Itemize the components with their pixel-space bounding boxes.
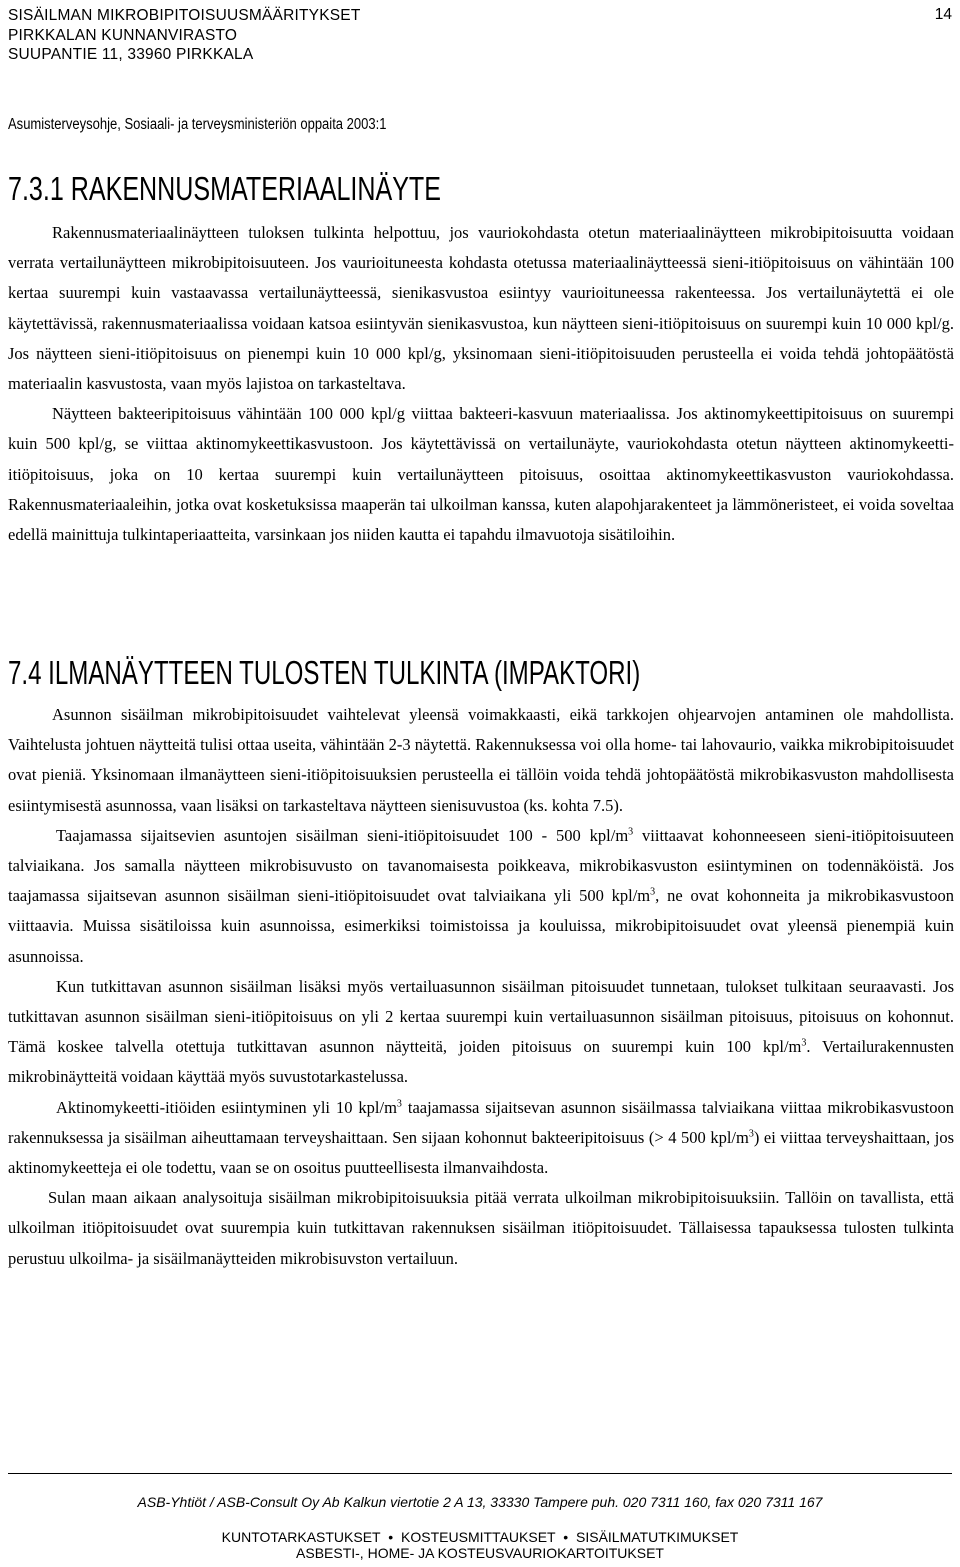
paragraph bbox=[8, 972, 954, 1093]
section-body-74 bbox=[8, 700, 954, 1274]
section-heading-74: 7.4 ILMANÄYTTEEN TULOSTEN TULKINTA (IMPAKTORI) bbox=[8, 654, 641, 691]
footer-services-line bbox=[0, 1529, 960, 1545]
footer-services bbox=[0, 1529, 960, 1561]
paragraph: Rakennusmateriaalinäytteen tuloksen tulkinta helpottuu, jos vauriokohdasta otetun materiaalinäytteen mikrobipitoisuutta voidaan verrata vertailunäytteen mikrobipitoisuuteen. Jos vaurioituneesta kohdasta otetussa materiaalinäytteessä sieni-itiöpitoisuus on vähintään 100 kertaa suurempi kuin vastaavassa vertailunäytteessä, sienikasvustoa esiintyy vaurioituneessa rakenteessa. Jos vertailunäytettä ei ole käytettävissä, rakennusmateriaalissa voidaan katsoa esiintyvän sienikasvustoa, kun näytteen sieni-itiöpitoisuus on suurempi kuin 10 000 kpl/g. Jos näytteen sieni-itiöpitoisuus on pienempi kuin 10 000 kpl/g, yksinomaan sieni-itiöpitoisuuden perusteella ei voida tehdä johtopäätöstä materiaalin kasvustosta, vaan myös lajistoa on tarkasteltava. bbox=[8, 223, 954, 394]
superscript: 3 bbox=[801, 1037, 807, 1049]
header-title: SISÄILMAN MIKROBIPITOISUUSMÄÄRITYKSET bbox=[8, 7, 361, 24]
text-run: Aktinomykeetti-itiöiden esiintyminen yli 10 kpl/m bbox=[56, 1097, 397, 1117]
page-number: 14 bbox=[934, 6, 952, 23]
text-run: taajamassa sijaitsevan asunnon sisäilmassa talviaikana viittaa mikrobikasvustoon rakennuksessa ja sisäilman aiheuttamaan terveyshaittaan. Sen sijaan kohonnut bakteeripitoisuus (> 4 500 kpl/m bbox=[8, 1097, 954, 1147]
paragraph bbox=[8, 821, 954, 972]
header-address: SUUPANTIE 11, 33960 PIRKKALA bbox=[8, 46, 254, 63]
superscript: 3 bbox=[628, 826, 634, 838]
footer-company: ASB-Yhtiöt / ASB-Consult Oy Ab Kalkun viertotie 2 A 13, 33330 Tampere puh. 020 7311 160, fax 020 7311 167 bbox=[137, 1494, 823, 1510]
superscript: 3 bbox=[650, 886, 656, 898]
paragraph bbox=[8, 1093, 954, 1184]
bullet-icon: • bbox=[563, 1529, 569, 1545]
footer-divider bbox=[8, 1473, 952, 1474]
header-client: PIRKKALAN KUNNANVIRASTO bbox=[8, 26, 238, 44]
service-item: SISÄILMATUTKIMUKSET bbox=[576, 1529, 739, 1545]
superscript: 3 bbox=[748, 1128, 754, 1140]
page-header bbox=[8, 6, 952, 65]
text-run: ) ei viittaa terveyshaittaan, jos aktinomykeetteja ei ole todettu, vaan se on osoitus puutteellisesta ilmanvaihdosta. bbox=[8, 1127, 954, 1178]
bullet-icon: • bbox=[388, 1529, 394, 1545]
service-item: KOSTEUSMITTAUKSET bbox=[401, 1529, 556, 1545]
service-item: KUNTOTARKASTUKSET bbox=[221, 1529, 381, 1545]
paragraph: Sulan maan aikaan analysoituja sisäilman mikrobipitoisuuksia pitää verrata ulkoilman mikrobipitoisuuksiin. Tallöin on tavallista, että ulkoilman itiöpitoisuudet ovat suurempia kuin tutkittavan rakennuksen sisäilman itiöpitoisuudet. Tällaisessa tapauksessa tulosten tulkinta perustuu ulkoilma- ja sisäilmanäytteiden mikrobisuvston vertailuun. bbox=[8, 1188, 954, 1268]
section-body-731 bbox=[8, 218, 954, 550]
text-run: Kun tutkittavan asunnon sisäilman lisäksi myös vertailuasunnon sisäilman pitoisuudet tunnetaan, tulokset tulkitaan seuraavasti. Jos tutkittavan asunnon sisäilman sieni-itiöpitoisuus on yli 2 kertaa suurempi kuin vertailuasunnon sisäilman pitoisuus, pitoisuus on kohonnut. Tämä koskee talvella otettuja tutkittavan asunnon näytteitä, joiden pitoisuus on suurempi kuin 100 kpl/m bbox=[8, 976, 954, 1057]
text-run: viittaavat kohonneeseen sieni-itiöpitoisuuteen talviaikana. Jos samalla näytteen mikrobisuvusto on tavanomaisesta poikkeava, mikrobikasvuston esiintyminen on todennäköistä. Jos taajamassa sijaitsevan asunnon sisäilman sieni-itiöpitoisuudet ovat talviaikana yli 500 kpl/m bbox=[8, 825, 954, 906]
footer-services-line2: ASBESTI-, HOME- JA KOSTEUSVAURIOKARTOITUKSET bbox=[296, 1545, 664, 1561]
text-run: Taajamassa sijaitsevien asuntojen sisäilman sieni-itiöpitoisuudet 100 - 500 kpl/m bbox=[56, 825, 629, 845]
text-run: . Vertailurakennusten mikrobinäytteitä voidaan käyttää myös suvustotarkastelussa. bbox=[8, 1037, 955, 1087]
text-run: , ne ovat kohonneita ja mikrobikasvustoon viittaavia. Muissa sisätiloissa kuin asunnoissa, esimerkiksi toimistoissa ja kouluissa, mikrobipitoisuudet ovat yleensä pienempiä kuin asunnoissa. bbox=[8, 886, 954, 966]
superscript: 3 bbox=[396, 1098, 402, 1110]
paragraph: Näytteen bakteeripitoisuus vähintään 100 000 kpl/g viittaa bakteeri-kasvuun materiaalissa. Jos aktinomykeettipitoisuus on suurempi kuin 500 kpl/g, se viittaa aktinomykeettikasvustoon. Jos käytettävissä on vertailunäyte, vauriokohdasta otetun näytteen aktinomykeetti-itiöpitoisuus, joka on 10 kertaa suurempi kuin vertailunäytteen pitoisuus, osoittaa aktinomykeettikasvuston vauriokohdassa. Rakennusmateriaaleihin, jotka ovat kosketuksissa maaperän tai ulkoilman kanssa, kuten alapohjarakenteet ja lämmöneristeet, ei voida soveltaa edellä mainittuja tulkintaperiaatteita, varsinkaan jos niiden kautta ei tapahdu ilmavuotoja sisätiloihin. bbox=[8, 404, 954, 545]
section-heading-731: 7.3.1 RAKENNUSMATERIAALINÄYTE bbox=[8, 170, 441, 207]
paragraph: Asunnon sisäilman mikrobipitoisuudet vaihtelevat yleensä voimakkaasti, eikä tarkkojen ohjearvojen antaminen ole mahdollista. Vaihtelusta johtuen näytteitä tulisi ottaa useita, vähintään 2-3 näytettä. Rakennuksessa voi olla home- tai lahovaurio, vaikka mikrobipitoisuudet ovat pieniä. Yksinomaan ilmanäytteen sieni-itiöpitoisuuksien perusteella ei tällöin voida tehdä johtopäätöstä mikrobikasvuston mahdollisesta esiintymisestä asunnossa, vaan lisäksi on tarkasteltava näytteen sienisuvustoa (ks. kohta 7.5). bbox=[8, 705, 954, 815]
source-reference: Asumisterveysohje, Sosiaali- ja terveysministeriön oppaita 2003:1 bbox=[8, 116, 387, 133]
